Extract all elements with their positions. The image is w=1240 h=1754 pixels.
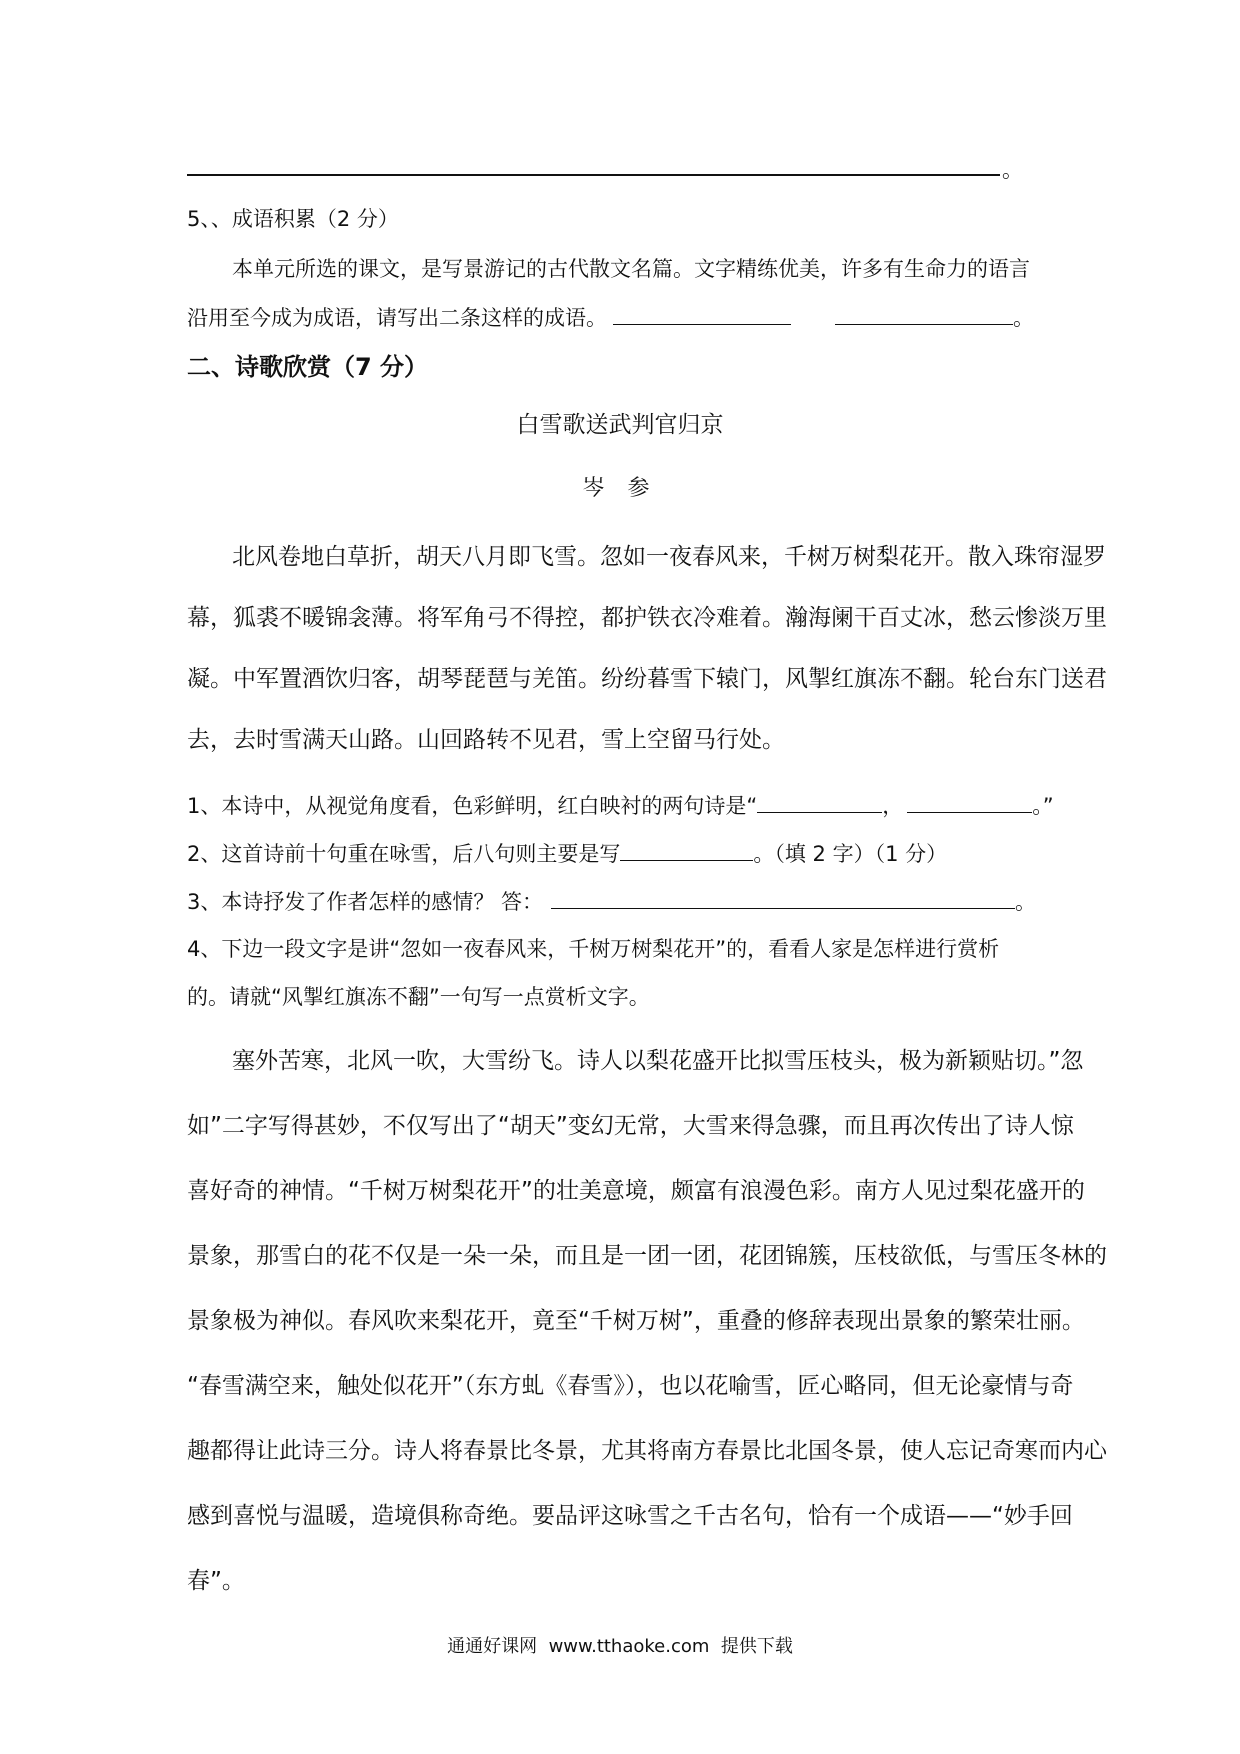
poem-line: 幕，狐裘不暖锦衾薄。将军角弓不得控，都护铁衣冷难着。瀚海阑干百丈冰，愁云惨淡万里	[187, 605, 1107, 631]
poem-line: 去，去时雪满天山路。山回路转不见君，雪上空留马行处。	[187, 727, 785, 753]
q3-end: 。	[1015, 890, 1037, 914]
analysis-line: 如”二字写得甚妙，不仅写出了“胡天”变幻无常，大雪来得急骤，而且再次传出了诗人惊	[187, 1113, 1074, 1139]
q5-title: 5、、成语积累（2 分）	[187, 207, 399, 231]
analysis-line: 塞外苦寒，北风一吹，大雪纷飞。诗人以梨花盛开比拟雪压枝头，极为新颖贴切。”忽	[232, 1048, 1084, 1074]
q5-para-line1: 本单元所选的课文，是写景游记的古代散文名篇。文字精练优美，许多有生命力的语言	[232, 257, 1030, 281]
q5-answer-blank-1[interactable]	[613, 302, 791, 325]
q2-text: 2、这首诗前十句重在咏雪，后八句则主要是写	[187, 842, 621, 866]
q3-answer-blank[interactable]	[551, 886, 1015, 909]
q2	[187, 838, 947, 869]
analysis-line: 喜好奇的神情。“千树万树梨花开”的壮美意境，颇富有浪漫色彩。南方人见过梨花盛开的	[187, 1178, 1085, 1204]
q5-para-line2-end: 。	[1013, 306, 1034, 330]
analysis-line: 景象极为神似。春风吹来梨花开，竟至“千树万树”，重叠的修辞表现出景象的繁荣壮丽。	[187, 1308, 1085, 1334]
analysis-line: 感到喜悦与温暖，造境俱称奇绝。要品评这咏雪之千古名句，恰有一个成语——“妙手回	[187, 1503, 1073, 1529]
analysis-line: “春雪满空来，触处似花开”（东方虬《春雪》），也以花喻雪，匠心略同，但无论豪情与奇	[187, 1373, 1074, 1399]
answer-line-top	[187, 174, 1000, 176]
poem-title: 白雪歌送武判官归京	[516, 412, 724, 438]
q4-line2: 的。请就“风掣红旗冻不翻”一句写一点赏析文字。	[187, 985, 650, 1009]
section2-title: 二、诗歌欣赏（7 分）	[187, 353, 429, 381]
poem-line: 北风卷地白草折，胡天八月即飞雪。忽如一夜春风来，千树万树梨花开。散入珠帘湿罗	[232, 544, 1106, 570]
q2-blank[interactable]	[620, 838, 753, 861]
q1-end: 。”	[1032, 794, 1054, 818]
q5-answer-blank-2[interactable]	[835, 302, 1013, 325]
answer-line-top-end: 。	[1002, 158, 1023, 182]
q1-text: 1、本诗中，从视觉角度看，色彩鲜明，红白映衬的两句诗是“	[187, 794, 758, 818]
q3	[187, 886, 1036, 917]
q2-end: 。（填 2 字）（1 分）	[753, 842, 948, 866]
poem-line: 凝。中军置酒饮归客，胡琴琵琶与羌笛。纷纷暮雪下辕门，风掣红旗冻不翻。轮台东门送君	[187, 666, 1107, 692]
q1-blank-2[interactable]	[907, 790, 1032, 813]
q3-text: 3、本诗抒发了作者怎样的感情？ 答：	[187, 890, 544, 914]
analysis-line: 景象，那雪白的花不仅是一朵一朵，而且是一团一团，花团锦簇，压枝欲低，与雪压冬林的	[187, 1243, 1107, 1269]
q1-blank-1[interactable]	[757, 790, 882, 813]
footer-watermark: 通通好课网 www.tthaoke.com 提供下载	[447, 1636, 793, 1657]
q5-para-line2-text: 沿用至今成为成语，请写出二条这样的成语。	[187, 306, 607, 330]
analysis-line: 趣都得让此诗三分。诗人将春景比冬景，尤其将南方春景比北国冬景，使人忘记奇寒而内心	[187, 1438, 1107, 1464]
analysis-line: 春”。	[187, 1568, 245, 1594]
q1-separator: ，	[882, 794, 904, 818]
poem-author: 岑 参	[582, 476, 658, 501]
q4-line1: 4、下边一段文字是讲“忽如一夜春风来，千树万树梨花开”的，看看人家是怎样进行赏析	[187, 937, 1000, 961]
q5-para-line2	[187, 302, 1034, 333]
q1	[187, 790, 1054, 821]
